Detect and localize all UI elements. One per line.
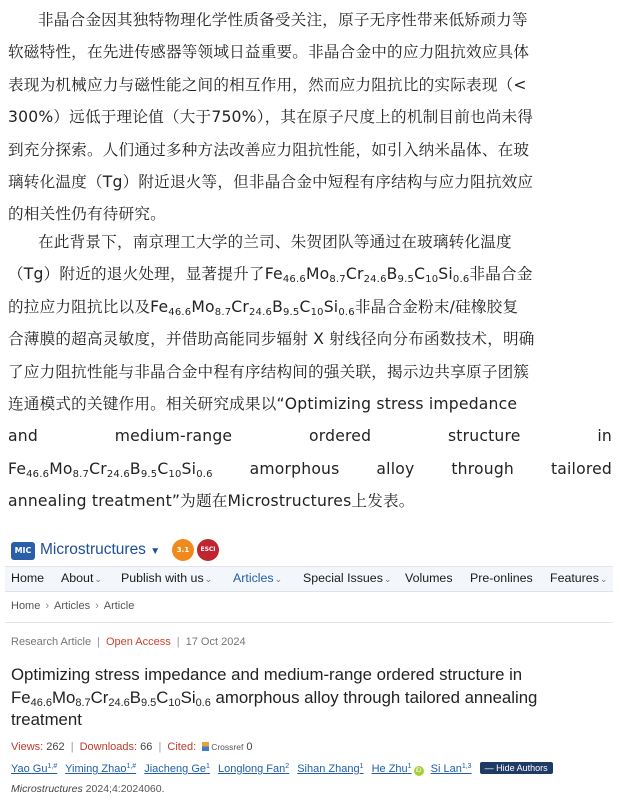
element-subscript: 24.6	[106, 468, 130, 480]
element-symbol: C	[299, 297, 311, 316]
breadcrumb-current: Article	[103, 600, 135, 612]
article-type: Research Article	[11, 636, 92, 648]
alloy-formula	[11, 688, 211, 707]
element-subscript: 46.6	[282, 274, 306, 286]
element-symbol: Si	[181, 459, 197, 478]
author-name: Yao Gu	[11, 763, 48, 775]
word: amorphous	[249, 459, 340, 478]
paragraph-intro	[8, 4, 612, 231]
journal-switcher[interactable]	[40, 541, 160, 559]
element-subscript: 8.7	[214, 306, 232, 318]
downloads-count: 66	[140, 741, 153, 753]
cited-label: Cited:	[167, 741, 197, 753]
orcid-icon[interactable]: iD	[414, 766, 424, 776]
alloy-formula	[8, 453, 213, 485]
element-symbol: Mo	[52, 687, 76, 707]
author-name: Yiming Zhao	[65, 763, 127, 775]
hide-authors-button[interactable]	[480, 762, 553, 774]
text-span: 的拉应力阻抗比以及	[8, 297, 151, 316]
publish-date: 17 Oct 2024	[185, 636, 246, 648]
element-symbol: Fe	[8, 459, 27, 478]
caret-down-icon: ▼	[150, 546, 161, 557]
alloy-formula	[150, 298, 355, 316]
element-symbol: Cr	[89, 459, 107, 478]
citation-detail: 2024;4:2024060.	[82, 783, 165, 795]
word: medium-range	[114, 427, 233, 446]
text-line: 的相关性仍有待研究。	[8, 205, 166, 224]
element-subscript: 0.6	[195, 696, 211, 709]
text-line	[8, 226, 612, 258]
crossref-label: Crossref	[211, 742, 244, 752]
author-link[interactable]	[218, 763, 289, 775]
citation-line	[11, 783, 165, 795]
breadcrumb-articles[interactable]: Articles	[54, 600, 91, 612]
element-symbol: Si	[180, 687, 196, 707]
breadcrumb	[11, 600, 134, 612]
word: through	[451, 459, 515, 478]
text-line	[8, 453, 612, 485]
alloy-formula	[264, 265, 470, 286]
element-symbol: Cr	[231, 297, 249, 316]
nav-label: Home	[11, 571, 45, 585]
views-count: 262	[46, 741, 65, 753]
element-subscript: 46.6	[30, 696, 53, 709]
text-line: annealing treatment”为题在Microstructures上发表。	[8, 492, 415, 511]
element-subscript: 9.5	[282, 306, 300, 318]
impact-factor-badge[interactable]: 3.1	[172, 539, 194, 561]
separator: |	[158, 741, 162, 753]
author-link[interactable]	[372, 763, 412, 775]
word: and	[8, 427, 38, 446]
text-line: 连通模式的关键作用。相关研究成果以“Optimizing stress impedance	[8, 395, 518, 414]
nav-label: Pre-onlines	[470, 571, 533, 585]
chevron-down-icon: ⌄	[204, 574, 213, 584]
journal-name: Microstructures	[40, 541, 146, 558]
element-subscript: 10	[168, 696, 181, 709]
nav-label: Volumes	[405, 571, 453, 585]
main-nav	[5, 566, 613, 592]
word: structure	[447, 427, 521, 446]
article-meta	[11, 636, 246, 648]
element-subscript: 9.5	[397, 274, 415, 286]
element-subscript: 0.6	[196, 468, 213, 480]
text-line	[8, 4, 612, 36]
author-link[interactable]	[431, 763, 472, 775]
affiliation-sup: 1	[206, 763, 210, 770]
nav-label: Articles	[233, 571, 274, 585]
text-line: 表现为机械应力与磁性能之间的相互作用，然而应力阻抗比的实际表现（<	[8, 75, 527, 94]
title-text: amorphous alloy through tailored annealing	[215, 687, 538, 707]
nav-publish[interactable]	[121, 571, 212, 585]
element-symbol: Mo	[49, 459, 73, 478]
text-line: 软磁特性，在先进传感器等领域日益重要。非晶合金中的应力阻抗效应具体	[8, 43, 530, 62]
element-symbol: B	[272, 297, 283, 316]
element-subscript: 8.7	[329, 274, 346, 286]
crossref-icon	[202, 742, 209, 751]
affiliation-sup: 2	[285, 763, 290, 770]
nav-label: Features	[550, 571, 599, 585]
chevron-down-icon: ⌄	[274, 574, 283, 584]
text-line: 到充分探索。人们通过多种方法改善应力阻抗性能，如引入纳米晶体、在玻	[8, 140, 530, 159]
element-symbol: Mo	[305, 265, 330, 284]
crossref-link[interactable]	[202, 742, 243, 752]
author-list	[11, 762, 553, 776]
word: in	[597, 427, 612, 446]
element-symbol: Si	[323, 297, 339, 316]
text-line: 璃转化温度（Tg）附近退火等，但非晶合金中短程有序结构与应力阻抗效应	[8, 173, 534, 192]
text-line	[8, 420, 612, 452]
text-span: 在此背景下，南京理工大学的兰司、朱贺团队等通过在玻璃转化温度	[38, 233, 512, 251]
citation-journal: Microstructures	[11, 783, 83, 795]
word: alloy	[376, 459, 415, 478]
separator: |	[176, 636, 180, 648]
nav-features[interactable]	[550, 571, 607, 585]
element-symbol: C	[156, 687, 169, 707]
element-subscript: 8.7	[72, 468, 90, 480]
article-title	[11, 664, 607, 732]
text-span: 非晶合金粉末/硅橡胶复	[354, 297, 519, 316]
chevron-right-icon: ›	[95, 600, 99, 612]
element-symbol: Si	[438, 265, 453, 284]
journal-page-screenshot	[5, 528, 613, 800]
journal-logo[interactable]: MIC	[11, 542, 35, 560]
nav-home[interactable]	[11, 571, 44, 585]
author-link[interactable]	[65, 763, 136, 775]
arrow-left-icon: —	[484, 763, 494, 773]
chevron-right-icon: ›	[45, 600, 50, 612]
element-subscript: 10	[425, 274, 439, 286]
element-subscript: 10	[168, 468, 182, 480]
text-line: 了应力阻抗性能与非晶合金中程有序结构间的强关联，揭示边共享原子团簇	[8, 362, 530, 381]
element-subscript: 46.6	[168, 306, 192, 318]
element-symbol: Cr	[345, 265, 364, 284]
affiliation-sup: 1,#	[126, 763, 137, 770]
author-name: Jiacheng Ge	[144, 763, 206, 775]
element-subscript: 46.6	[26, 468, 50, 480]
word: tailored	[550, 459, 612, 478]
button-label: Hide Authors	[496, 763, 548, 773]
esci-badge[interactable]: ESCI	[197, 539, 219, 561]
author-link[interactable]	[297, 763, 363, 775]
text-span: 非晶合金因其独特物理化学性质备受关注，原子无序性带来低矫顽力等	[38, 11, 528, 29]
nav-preonlines[interactable]	[470, 571, 533, 585]
nav-label: Special Issues	[303, 571, 383, 585]
site-header	[9, 538, 613, 566]
element-subscript: 24.6	[248, 306, 273, 318]
element-symbol: Cr	[90, 687, 109, 707]
chevron-down-icon: ⌄	[599, 574, 608, 584]
element-subscript: 8.7	[75, 696, 91, 709]
chevron-down-icon: ⌄	[94, 574, 102, 584]
element-symbol: C	[414, 265, 426, 284]
nav-special-issues[interactable]	[303, 571, 391, 585]
nav-label: Publish with us	[121, 571, 204, 585]
element-symbol: B	[129, 459, 141, 478]
affiliation-sup: 1	[407, 763, 412, 770]
nav-label: About	[61, 571, 94, 585]
nav-articles[interactable]	[233, 571, 282, 585]
element-symbol: B	[386, 265, 398, 284]
affiliation-sup: 1,#	[47, 763, 58, 770]
article-stats	[11, 741, 253, 753]
views-label: Views:	[11, 741, 44, 753]
element-subscript: 0.6	[338, 306, 355, 318]
author-name: Sihan Zhang	[297, 763, 360, 775]
element-symbol: Mo	[191, 297, 215, 316]
element-symbol: Fe	[150, 297, 169, 316]
element-subscript: 24.6	[363, 274, 387, 286]
separator: |	[97, 636, 100, 648]
cited-count: 0	[246, 741, 253, 753]
author-link[interactable]	[11, 763, 57, 775]
word: ordered	[309, 427, 372, 446]
element-symbol: C	[157, 459, 169, 478]
element-subscript: 0.6	[452, 274, 470, 286]
element-subscript: 9.5	[140, 468, 158, 480]
title-line: Optimizing stress impedance and medium-range ordered structure in	[11, 665, 523, 684]
nav-volumes[interactable]	[405, 571, 453, 585]
affiliation-sup: 1	[359, 763, 364, 770]
open-access-label: Open Access	[105, 636, 171, 648]
text-span: 非晶合金	[469, 265, 533, 284]
downloads-label: Downloads:	[79, 741, 138, 753]
paragraph-background	[8, 226, 612, 518]
title-line: treatment	[11, 710, 82, 729]
text-line	[8, 258, 612, 290]
text-line	[8, 291, 612, 323]
element-subscript: 10	[310, 306, 324, 318]
text-span: （Tg）附近的退火处理，显著提升了	[8, 265, 265, 284]
element-subscript: 9.5	[140, 696, 157, 709]
author-link[interactable]	[144, 763, 210, 775]
text-line: 300%）远低于理论值（大于750%），其在原子尺度上的机制目前也尚未得	[8, 108, 534, 127]
author-name: Si Lan	[430, 763, 462, 775]
separator: |	[70, 741, 74, 753]
element-symbol: Fe	[11, 687, 31, 707]
element-symbol: B	[129, 687, 141, 707]
element-subscript: 24.6	[108, 696, 130, 709]
text-line: 合薄膜的超高灵敏度，并借助高能同步辐射 X 射线径向分布函数技术，明确	[8, 330, 535, 349]
divider	[5, 622, 613, 623]
affiliation-sup: 1,3	[461, 763, 472, 770]
author-name: Longlong Fan	[217, 763, 286, 775]
chevron-down-icon: ⌄	[383, 574, 392, 584]
author-name: He Zhu	[371, 763, 408, 775]
element-symbol: Fe	[264, 265, 283, 284]
title-line	[11, 687, 607, 710]
breadcrumb-home[interactable]: Home	[11, 600, 41, 612]
nav-about[interactable]	[61, 571, 102, 585]
